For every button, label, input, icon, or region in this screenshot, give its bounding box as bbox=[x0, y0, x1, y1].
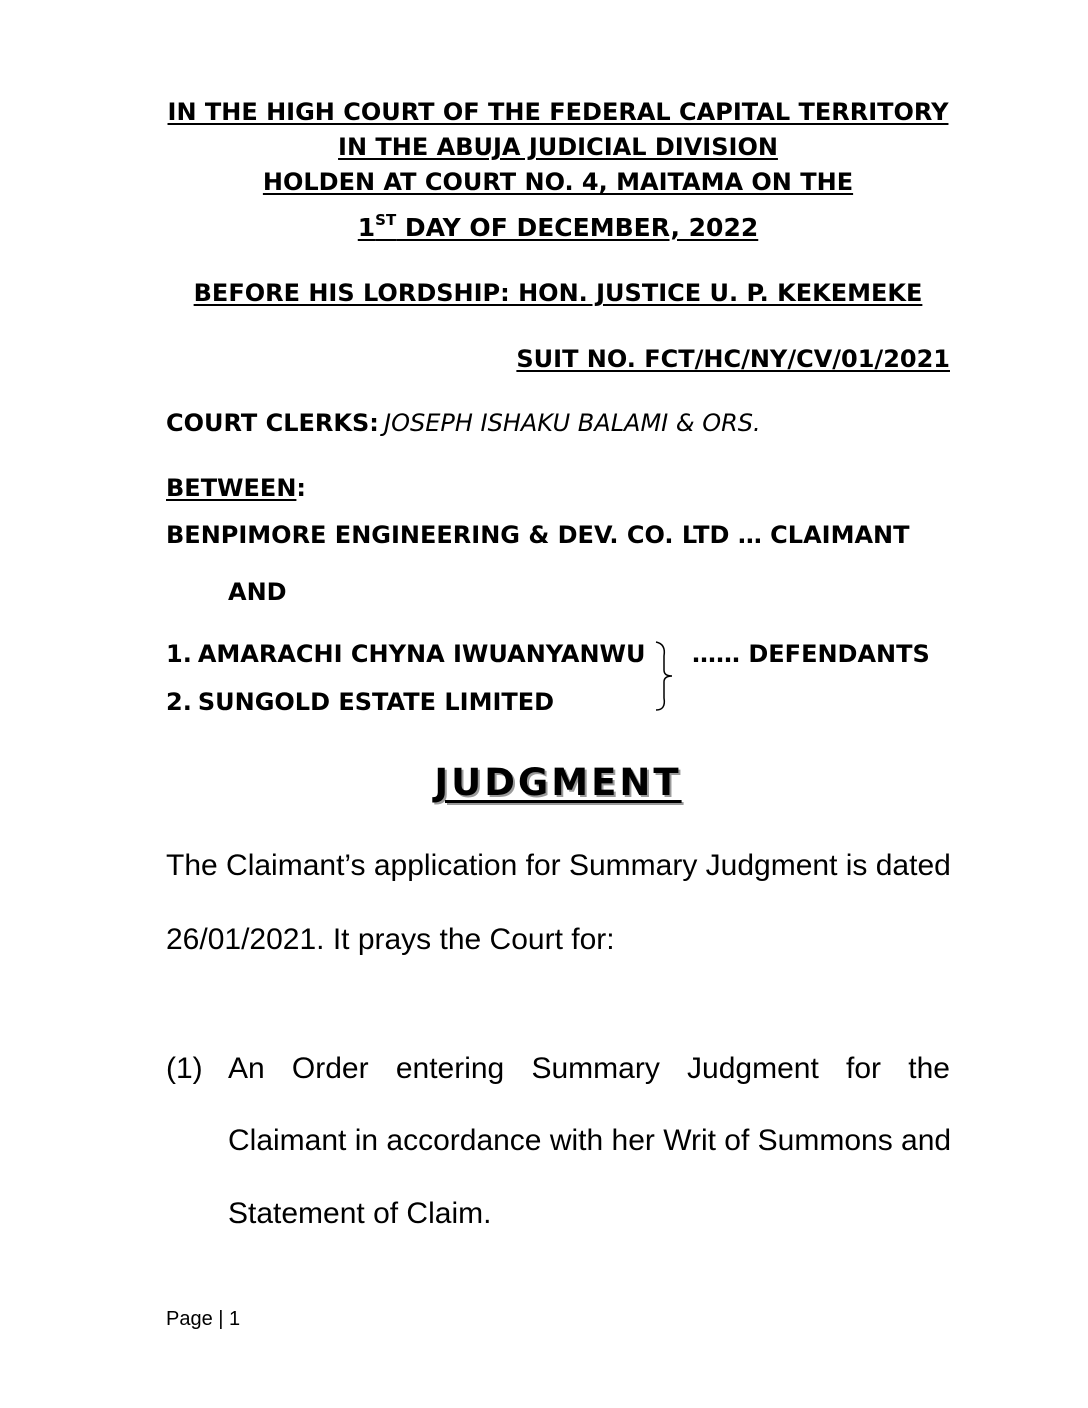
prayer-1-line-1 bbox=[228, 1052, 950, 1086]
date-rest: DAY OF DECEMBER, 2022 bbox=[396, 213, 759, 242]
prayer-1-word: Summary bbox=[531, 1052, 660, 1085]
page-footer bbox=[166, 1308, 240, 1331]
prayer-1-word: Order bbox=[291, 1052, 369, 1085]
court-title-line-1: IN THE HIGH COURT OF THE FEDERAL CAPITAL TERRITORY bbox=[167, 98, 949, 126]
intro-line-2: 26/01/2021. It prays the Court for: bbox=[166, 923, 615, 956]
defendants-label: …… DEFENDANTS bbox=[692, 640, 930, 668]
court-clerks bbox=[166, 409, 761, 437]
prayer-1-word: the bbox=[908, 1052, 950, 1085]
court-title-line-2: IN THE ABUJA JUDICIAL DIVISION bbox=[338, 133, 778, 161]
date-ordinal-suffix: ST bbox=[375, 211, 397, 229]
court-clerks-label: COURT CLERKS: bbox=[166, 409, 379, 437]
defendant-1 bbox=[166, 640, 646, 668]
between-colon: : bbox=[296, 474, 307, 502]
hearing-date bbox=[0, 213, 1088, 242]
court-title-line-3: HOLDEN AT COURT NO. 4, MAITAMA ON THE bbox=[262, 168, 854, 196]
claimant-line: BENPIMORE ENGINEERING & DEV. CO. LTD … CLAIMANT bbox=[166, 521, 910, 549]
defendant-2 bbox=[166, 688, 554, 716]
court-clerks-names: JOSEPH ISHAKU BALAMI & ORS. bbox=[384, 409, 761, 437]
defendant-2-name: SUNGOLD ESTATE LIMITED bbox=[197, 688, 555, 716]
suit-number: SUIT NO. FCT/HC/NY/CV/01/2021 bbox=[516, 345, 950, 373]
between-heading bbox=[166, 474, 306, 502]
prayer-1-line-3: Statement of Claim. bbox=[228, 1197, 492, 1230]
defendant-1-number: 1. bbox=[166, 640, 192, 668]
page-separator: | bbox=[218, 1308, 224, 1330]
before-judge: BEFORE HIS LORDSHIP: HON. JUSTICE U. P. KEKEMEKE bbox=[193, 279, 923, 307]
right-curly-brace bbox=[650, 640, 680, 712]
page-number: 1 bbox=[229, 1308, 241, 1330]
defendant-1-name: AMARACHI CHYNA IWUANYANWU bbox=[197, 640, 646, 668]
prayer-1-word: for bbox=[846, 1052, 882, 1085]
prayer-1-number: (1) bbox=[166, 1052, 203, 1085]
intro-line-1: The Claimant’s application for Summary Judgment is dated bbox=[166, 849, 951, 882]
prayer-1-word: Judgment bbox=[687, 1052, 819, 1085]
between-label: BETWEEN bbox=[166, 474, 297, 502]
prayer-1-word: entering bbox=[395, 1052, 505, 1085]
prayer-1-line-2: Claimant in accordance with her Writ of Summons and bbox=[228, 1124, 952, 1157]
and-separator: AND bbox=[228, 578, 287, 606]
page-label: Page bbox=[166, 1308, 213, 1330]
prayer-1-word: An bbox=[228, 1052, 265, 1085]
document-title: JUDGMENT bbox=[434, 761, 682, 804]
defendant-2-number: 2. bbox=[166, 688, 192, 716]
date-day: 1 bbox=[357, 213, 376, 242]
